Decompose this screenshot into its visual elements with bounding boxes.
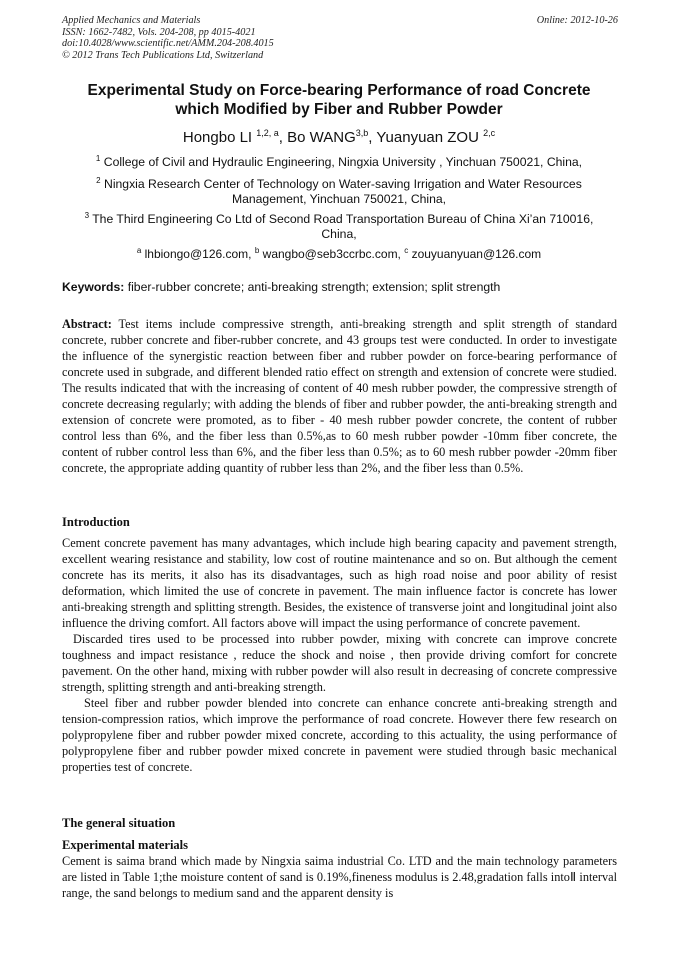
author-separator: , bbox=[278, 129, 288, 146]
email-address: wangbo@seb3ccrbc.com, bbox=[259, 247, 405, 261]
issn-line: ISSN: 1662-7482, Vols. 204-208, pp 4015-4021 bbox=[62, 26, 256, 38]
affiliation-text: The Third Engineering Co Ltd of Second Road Transportation Bureau of China Xi’an 710016, China, bbox=[89, 212, 594, 241]
author-name: Bo WANG bbox=[287, 129, 356, 146]
affiliation-text: College of Civil and Hydraulic Engineering, Ningxia University , Yinchuan 750021, China, bbox=[100, 155, 583, 169]
subsection-heading-materials: Experimental materials bbox=[62, 838, 189, 852]
email-address: zouyuanyuan@126.com bbox=[408, 247, 542, 261]
paragraph: Cement concrete pavement has many advantages, which include high bearing capacity and pavement strength, excellent wearing resistance and stability, low cost of routine maintenance and so on. But although the cement concrete has its merits, it also has its disadvantages, such as high road noise and poor ability of resist deformation, which limited the use of concrete in pavement. The main influence factor is concrete has lower anti-breaking strength and splitting strength. Besides, the existence of transverse joint and longitudinal joint also influence the driving comfort. All factors above will impact the using performance of concrete pavement. bbox=[62, 536, 617, 630]
author-affil-mark: 2,c bbox=[483, 128, 496, 138]
author-name: Hongbo LI bbox=[182, 129, 257, 146]
author-affil-mark: 3,b bbox=[355, 128, 369, 138]
affiliation-number: 3 bbox=[84, 211, 90, 220]
journal-header bbox=[62, 15, 618, 61]
keywords bbox=[62, 280, 618, 295]
introduction-body bbox=[62, 535, 617, 775]
affiliation-3 bbox=[70, 208, 608, 242]
keywords-text: fiber-rubber concrete; anti-breaking strength; extension; split strength bbox=[124, 280, 501, 294]
affiliation-number: 2 bbox=[96, 176, 101, 185]
copyright-line: © 2012 Trans Tech Publications Ltd, Switzerland bbox=[62, 49, 264, 61]
title-line-2: which Modified by Fiber and Rubber Powder bbox=[175, 101, 503, 118]
materials-paragraph: Cement is saima brand which made by Ningxia saima industrial Co. LTD and the main technology parameters are listed in Table 1;the moisture content of sand is 0.19%,fineness modulus is 2.48,gradation falls intoⅡ interval range, the sand belongs to medium sand and the apparent density is bbox=[62, 854, 617, 900]
affiliation-text: Ningxia Research Center of Technology on Water-saving Irrigation and Water Resources Management, Yinchuan 750021, China, bbox=[100, 177, 582, 206]
paper-title bbox=[40, 81, 638, 119]
affiliation-number: 1 bbox=[95, 154, 101, 163]
email-address: lhbiongo@126.com, bbox=[141, 247, 255, 261]
title-line-1: Experimental Study on Force-bearing Performance of road Concrete bbox=[87, 82, 591, 99]
author-list bbox=[40, 124, 638, 147]
affiliation-1 bbox=[70, 151, 608, 170]
email-mark: a bbox=[136, 246, 142, 255]
abstract bbox=[62, 316, 617, 476]
paragraph: Discarded tires used to be processed into rubber powder, mixing with concrete can improve concrete toughness and impact resistance , reduce the shock and noise , then provide driving comfort for concrete pavement. On the other hand, mixing with rubber powder will also result in decreasing of concrete compressive strength, splitting strength and anti-breaking strength. bbox=[62, 632, 617, 694]
author-affil-mark: 1,2, a bbox=[256, 128, 279, 138]
section-heading-introduction: Introduction bbox=[62, 515, 130, 529]
author-name: Yuanyuan ZOU bbox=[376, 129, 484, 146]
online-date: Online: 2012-10-26 bbox=[536, 15, 618, 26]
author-emails bbox=[62, 243, 616, 262]
abstract-label: Abstract: bbox=[62, 317, 112, 331]
email-mark: b bbox=[254, 246, 260, 255]
journal-name: Applied Mechanics and Materials bbox=[62, 15, 201, 26]
affiliation-2 bbox=[70, 173, 608, 207]
email-mark: c bbox=[404, 246, 409, 255]
doi-line: doi:10.4028/www.scientific.net/AMM.204-208.4015 bbox=[62, 38, 274, 50]
author-separator: , bbox=[368, 129, 377, 146]
paragraph: Steel fiber and rubber powder blended into concrete can enhance concrete anti-breaking strength and tension-compression ratios, which improve the performance of road concrete. However there few research on polypropylene fiber and rubber powder mixed concrete, according to this actuality, the using performance of polypropylene fiber and rubber powder mixed concrete in pavement were studied through basic mechanical properties test of concrete. bbox=[62, 696, 617, 774]
section-heading-general-situation: The general situation bbox=[62, 816, 176, 830]
abstract-text: Test items include compressive strength, anti-breaking strength and split strength of standard concrete, rubber concrete and fiber-rubber concrete, and 43 groups test were conducted. In order to investigate the influence of the synergistic reaction between fiber and rubber powder on force-bearing performance of concrete used in subgrade, and different blended ratio effect on strength and extension of concrete were studied. The results indicated that with the increasing of content of 40 mesh rubber powder, the compressive strength of concrete decreasing regularly; with adding the blends of fiber and rubber powder, the anti-breaking strength and extension of concrete were promoted, as to fiber - 40 mesh rubber powder concrete, the content of rubber control less than 6%, and the fiber less than 0.5%,as to 60 mesh rubber powder -10mm fiber concrete, the content of rubber control less than 6%, and the fiber less than 0.5%; as to 60 mesh rubber powder -20mm fiber concrete, the appropriate adding quantity of rubber less than 2%, and the fiber less than 0.5%. bbox=[62, 317, 617, 475]
keywords-label: Keywords: bbox=[62, 280, 125, 294]
